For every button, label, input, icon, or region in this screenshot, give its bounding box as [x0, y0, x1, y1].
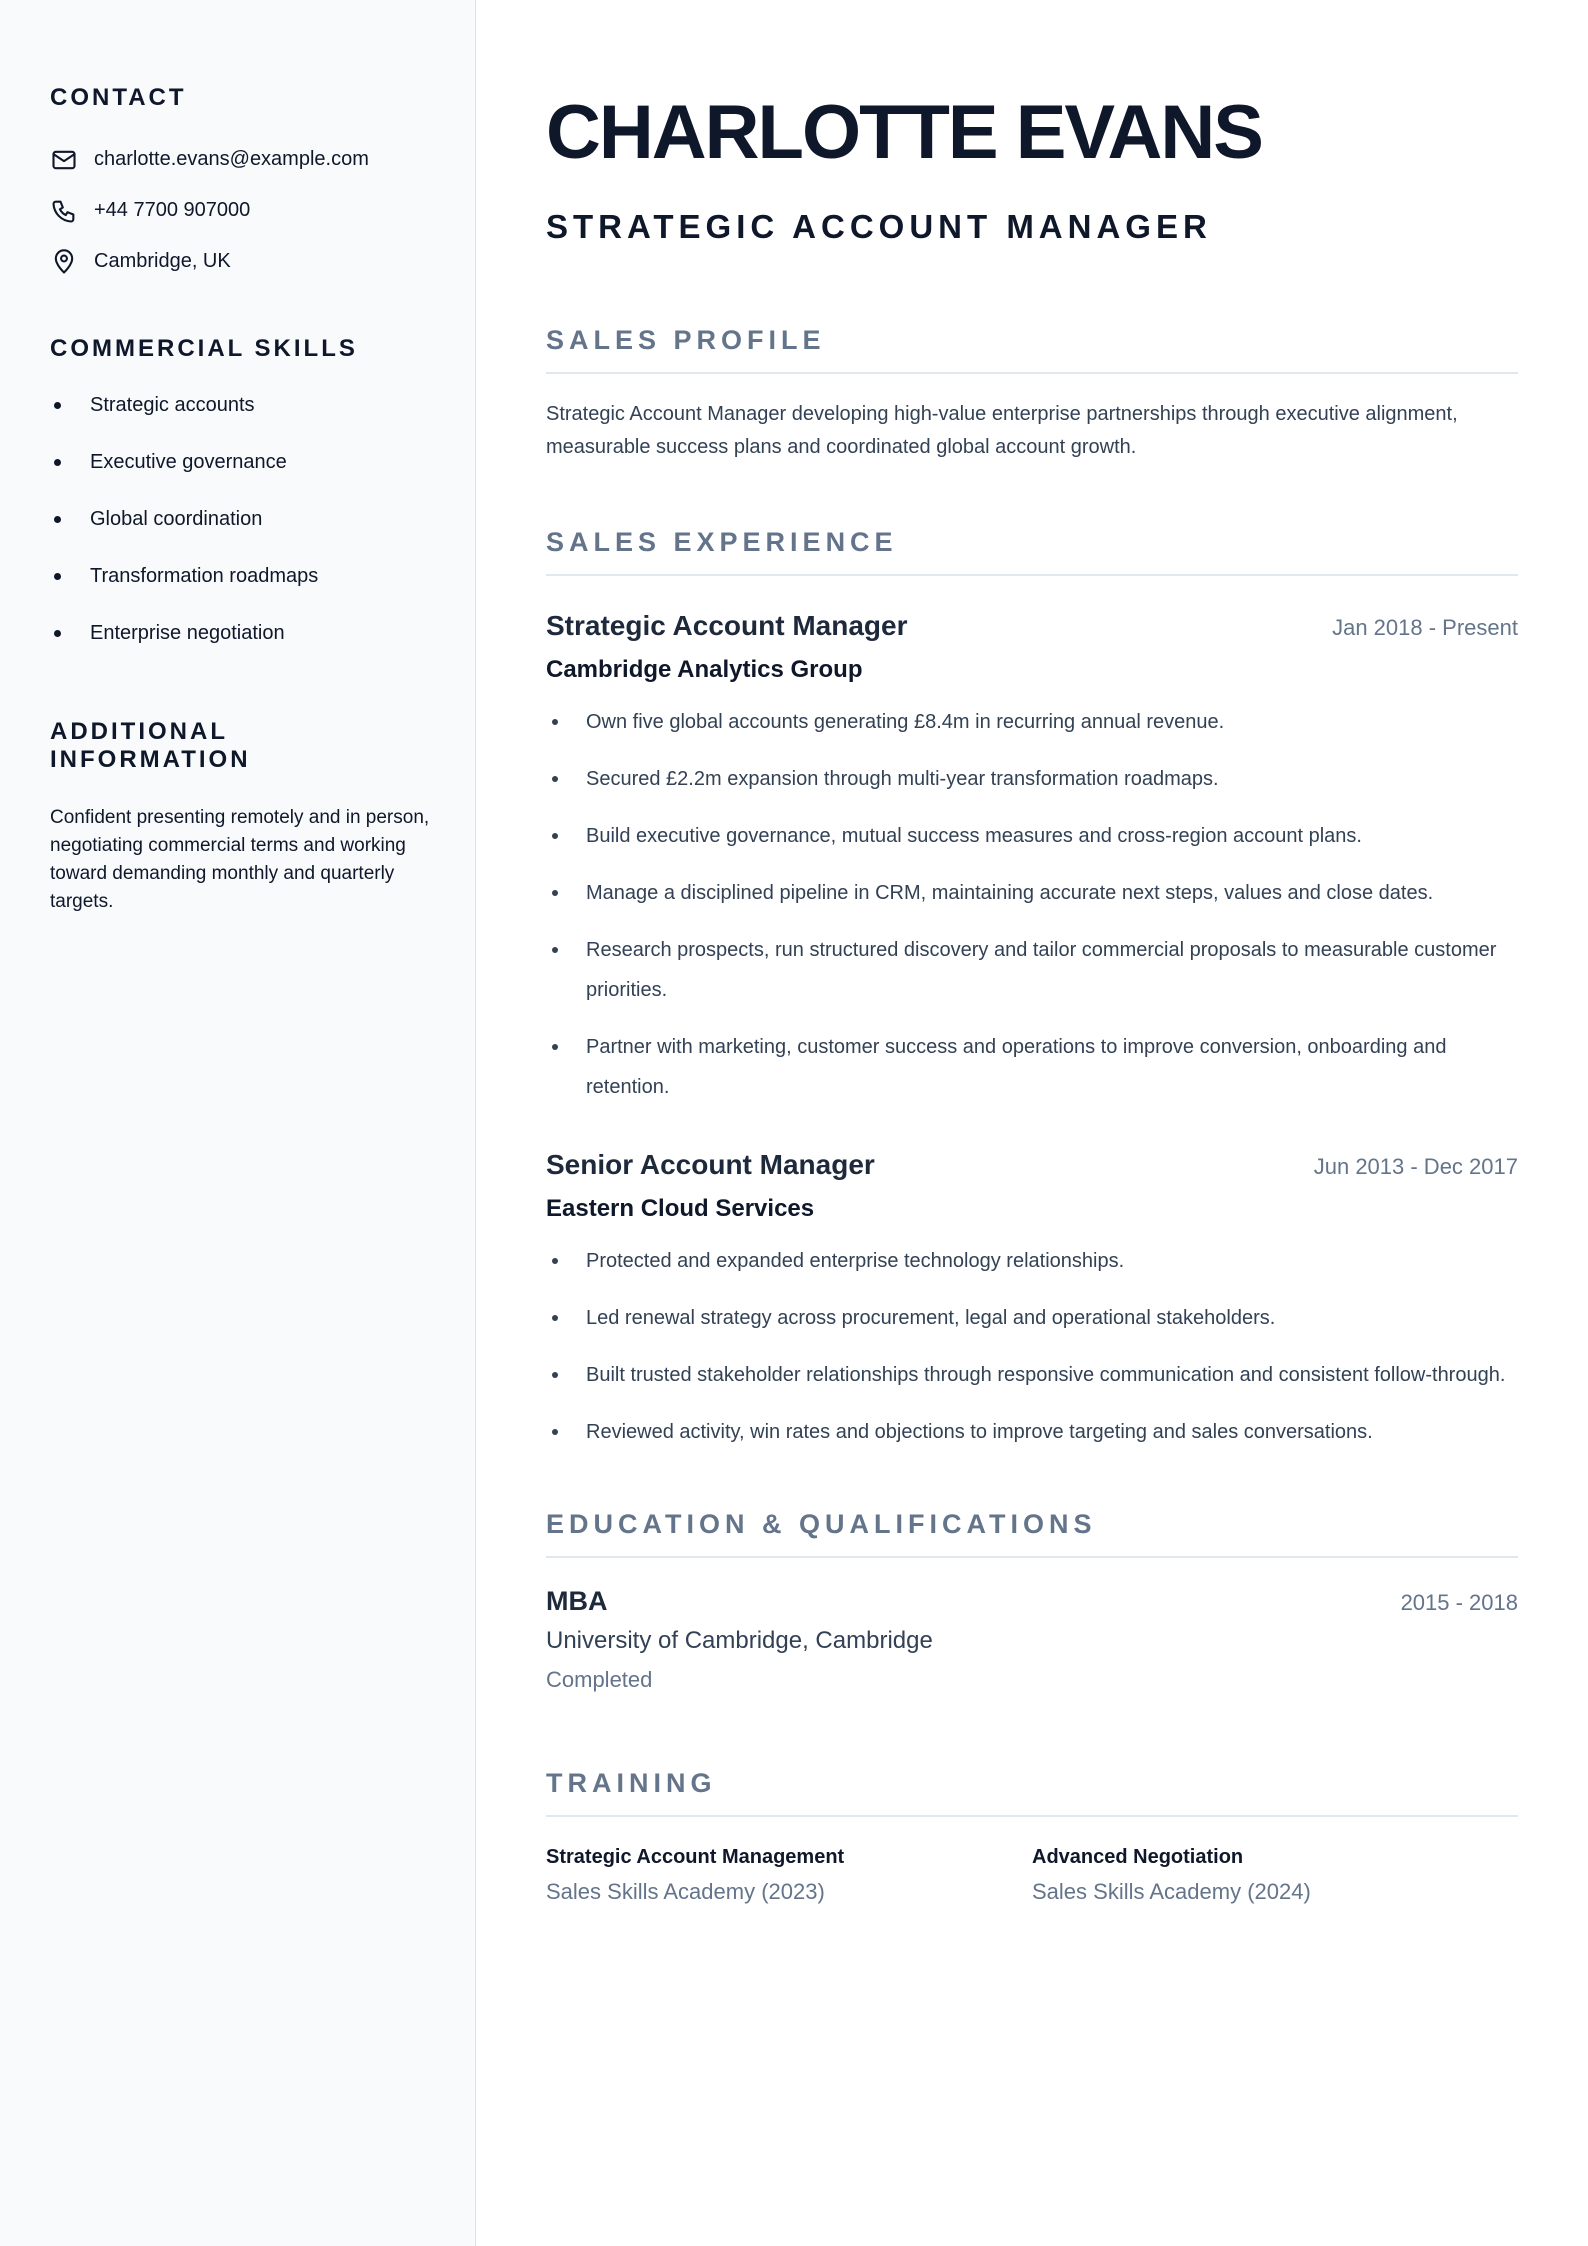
job-date: Jan 2018 - Present — [1332, 615, 1518, 640]
section-heading: SALES PROFILE — [546, 324, 1518, 374]
section-heading: SALES EXPERIENCE — [546, 526, 1518, 576]
bullet-text: Led renewal strategy across procurement, legal and operational stakeholders. — [586, 1307, 1276, 1329]
job-company: Cambridge Analytics Group — [546, 656, 863, 683]
job-title: Strategic Account Manager — [546, 610, 908, 641]
contact-email[interactable] — [50, 134, 425, 185]
training-section — [546, 1767, 1518, 1905]
contact-phone-text: +44 7700 907000 — [94, 199, 251, 221]
contact-heading: CONTACT — [50, 84, 187, 111]
bullet-dot — [54, 402, 61, 409]
training-item — [1032, 1845, 1518, 1905]
bullet-dot — [54, 516, 61, 523]
bullet-dot — [552, 1372, 558, 1378]
contact-location — [50, 236, 425, 287]
additional-info-heading: ADDITIONAL INFORMATION — [50, 718, 251, 773]
bullet-text: Secured £2.2m expansion through multi-year transformation roadmaps. — [586, 768, 1219, 790]
map-pin-icon — [50, 248, 78, 276]
training-org: Sales Skills Academy (2023) — [546, 1879, 825, 1904]
bullet-text: Own five global accounts generating £8.4m in recurring annual revenue. — [586, 711, 1225, 733]
job-bullet — [546, 873, 1518, 913]
bullet-dot — [552, 1315, 558, 1321]
section-heading: TRAINING — [546, 1767, 1518, 1817]
bullet-text: Built trusted stakeholder relationships through responsive communication and consistent follow-through. — [586, 1364, 1506, 1386]
job-bullet — [546, 1027, 1518, 1107]
bullet-text: Protected and expanded enterprise technology relationships. — [586, 1250, 1125, 1272]
contact-list — [50, 134, 425, 287]
bullet-dot — [552, 776, 558, 782]
contact-phone[interactable] — [50, 185, 425, 236]
bullet-dot — [54, 630, 61, 637]
phone-icon — [50, 197, 78, 225]
bullet-dot — [552, 1258, 558, 1264]
job-bullet — [546, 1241, 1518, 1281]
bullet-text: Reviewed activity, win rates and objections to improve targeting and sales conversations. — [586, 1421, 1373, 1443]
training-item — [546, 1845, 1032, 1905]
sales-profile-section — [546, 324, 1518, 464]
bullet-text: Partner with marketing, customer success and operations to improve conversion, onboarding and retention. — [586, 1036, 1447, 1098]
skills-heading: COMMERCIAL SKILLS — [50, 335, 358, 362]
education-header — [546, 1586, 1518, 1617]
job-bullet — [546, 1298, 1518, 1338]
training-name: Strategic Account Management — [546, 1846, 845, 1868]
bullet-text: Research prospects, run structured discovery and tailor commercial proposals to measurable customer priorities. — [586, 939, 1497, 1001]
mail-icon — [50, 146, 78, 174]
job-header — [546, 1149, 1518, 1181]
skill-item — [50, 393, 425, 450]
skill-item — [50, 450, 425, 507]
section-heading: EDUCATION & QUALIFICATIONS — [546, 1508, 1518, 1558]
sidebar — [0, 0, 476, 2246]
education-section — [546, 1508, 1518, 1693]
job-bullet — [546, 1412, 1518, 1452]
bullet-dot — [54, 573, 61, 580]
education-entry — [546, 1586, 1518, 1693]
candidate-name: CHARLOTTE EVANS — [546, 90, 1262, 175]
education-school: University of Cambridge, Cambridge — [546, 1627, 933, 1654]
bullet-dot — [552, 719, 558, 725]
bullet-dot — [552, 947, 558, 953]
additional-info-text: Confident presenting remotely and in person, negotiating commercial terms and working toward demanding monthly and quarterly targets. — [50, 807, 430, 912]
skill-item — [50, 621, 425, 678]
bullet-text: Build executive governance, mutual success measures and cross-region account plans. — [586, 825, 1362, 847]
contact-location-text: Cambridge, UK — [94, 250, 231, 272]
job-bullet — [546, 816, 1518, 856]
job-bullet — [546, 702, 1518, 742]
job-date: Jun 2013 - Dec 2017 — [1313, 1154, 1518, 1179]
job-company: Eastern Cloud Services — [546, 1195, 815, 1222]
job-bullets — [546, 1241, 1518, 1452]
skill-item — [50, 507, 425, 564]
bullet-dot — [54, 459, 61, 466]
job-bullet — [546, 1355, 1518, 1395]
main-content — [546, 0, 1518, 1905]
job-bullet — [546, 759, 1518, 799]
skills-list — [50, 393, 425, 678]
profile-text: Strategic Account Manager developing high-value enterprise partnerships through executive alignment, measurable success plans and coordinated global account growth. — [546, 403, 1458, 458]
skill-text: Transformation roadmaps — [90, 565, 319, 587]
skill-text: Strategic accounts — [90, 394, 255, 416]
job-bullet — [546, 930, 1518, 1010]
contact-email-text: charlotte.evans@example.com — [94, 148, 369, 170]
skill-text: Global coordination — [90, 508, 263, 530]
job-entry — [546, 610, 1518, 1107]
education-date: 2015 - 2018 — [1400, 1590, 1518, 1615]
job-header — [546, 610, 1518, 642]
training-grid — [546, 1845, 1518, 1905]
education-status: Completed — [546, 1667, 653, 1692]
job-title: Senior Account Manager — [546, 1149, 875, 1180]
candidate-role: STRATEGIC ACCOUNT MANAGER — [546, 208, 1212, 245]
training-org: Sales Skills Academy (2024) — [1032, 1879, 1311, 1904]
education-degree: MBA — [546, 1586, 608, 1616]
training-name: Advanced Negotiation — [1032, 1846, 1244, 1868]
bullet-dot — [552, 833, 558, 839]
bullet-text: Manage a disciplined pipeline in CRM, maintaining accurate next steps, values and close dates. — [586, 882, 1434, 904]
skill-text: Enterprise negotiation — [90, 622, 285, 644]
sales-experience-section — [546, 526, 1518, 1452]
job-bullets — [546, 702, 1518, 1107]
bullet-dot — [552, 890, 558, 896]
bullet-dot — [552, 1429, 558, 1435]
job-entry — [546, 1149, 1518, 1452]
bullet-dot — [552, 1044, 558, 1050]
skill-item — [50, 564, 425, 621]
skill-text: Executive governance — [90, 451, 287, 473]
